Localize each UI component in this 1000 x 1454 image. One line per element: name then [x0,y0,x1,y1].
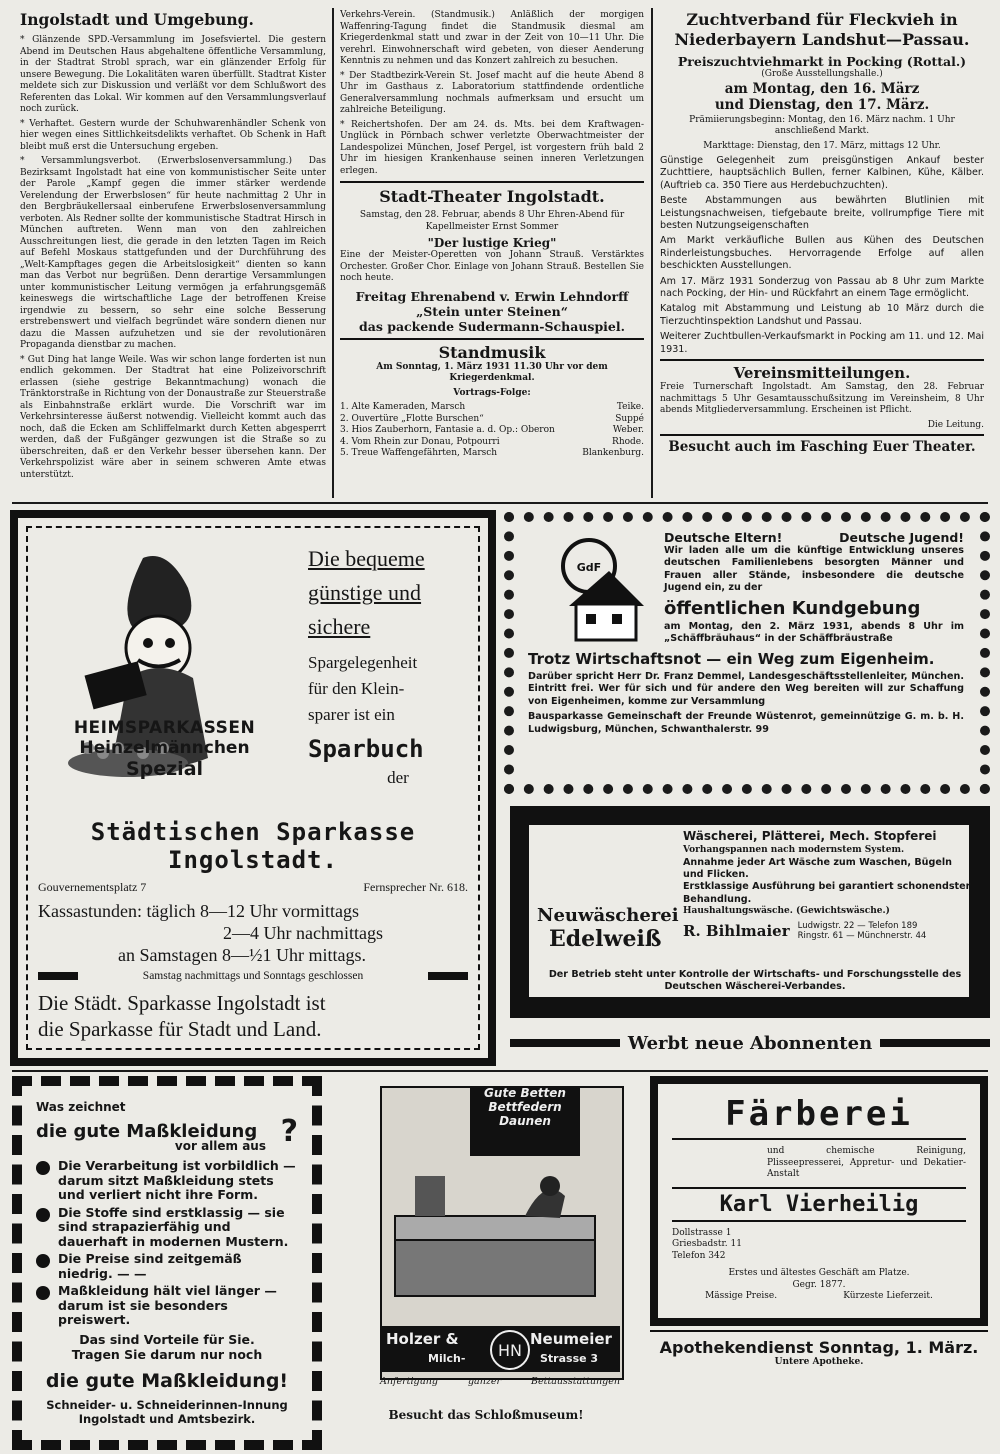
holzer-banner [470,1086,580,1156]
masskleidung-ad [12,1076,322,1450]
bullet-dot-icon [36,1254,50,1268]
apotheke-sub: Untere Apotheke. [774,1357,864,1367]
sparkasse-footer [38,990,468,1042]
program-item [340,425,644,437]
eltern-lower [528,650,964,739]
slogan-line-6: sparer ist ein [308,705,395,724]
logo-text: GdF [576,561,602,574]
mass-bullet-text: Die Preise sind zeitgemäß niedrig. — — [58,1251,242,1281]
friday-play: „Stein unter Steinen“ [416,303,568,319]
theater-text2: Eine der Meister-Operetten von Johann Strauß. Verstärktes Orchester. Großer Chor. Einlage von Johann Strauß. Bestellen Sie noch heute. [340,250,644,283]
program-composer: Rhode. [612,436,644,447]
werbt-banner [510,1028,990,1058]
mass-bullets [36,1159,298,1328]
apotheke-title: Apothekendienst Sonntag, 1. März. [659,1338,979,1357]
program-list [340,402,644,460]
brand-line-2: Heinzelmännchen [79,738,250,758]
market-body-6: Weiterer Zuchtbullen-Verkaufsmarkt in Pocking am 11. und 12. Mai 1931. [660,331,984,355]
program-piece: 3. Hios Zauberhorn, Fantasie a. d. Op.: Oberon [340,425,555,435]
service-2: Vorhangspannen nach modernstem System. [683,845,905,855]
column-rule-1 [332,8,334,498]
kundgebung-title: öffentlichen Kundgebung [664,597,921,619]
brand-line-3: Spezial [125,758,204,780]
market-date-1: am Montag, den 16. März [724,80,920,97]
sparkasse-name-2: Ingolstadt. [168,846,338,874]
eltern-ad [504,512,990,794]
program-piece: 2. Ouvertüre „Flotte Burschen“ [340,413,484,424]
mass-bullet-text: Maßkleidung hält viel länger — darum ist sie besonders preiswert. [58,1283,277,1327]
verein-signature: Die Leitung. [927,419,984,430]
holzer-name-2: Neumeier [530,1330,612,1348]
program-composer: Suppé [615,413,644,424]
program-item [340,437,644,449]
brand-block [32,718,297,780]
right-column [660,10,984,500]
kundgebung-text: Darüber spricht Herr Dr. Franz Demmel, Landesgeschäftsstellenleiter, München. Eintritt frei. Wer für sich und für andere den Weg bereiten will zur Schaffung von Eigenheimen, komme zur Versammlung [528,671,964,707]
section-title: Ingolstadt und Umgebung. [20,10,254,29]
holzer-banner-3: Daunen [499,1114,551,1128]
museum-line: Besucht das Schloßmuseum! [388,1408,584,1422]
market-body-4: Am 17. März 1931 Sonderzug von Passau ab 8 Uhr zum Markte nach Pocking, der Hin- und Rückfahrt an einem Tage ermöglicht. [660,275,984,300]
owner-addr-1: Ludwigstr. 22 — Telefon 189 [797,920,918,931]
closed-line [38,970,468,982]
program-item [340,414,644,426]
holzer-ad [330,1076,642,1450]
program-piece: 5. Treue Waffengefährten, Marsch [340,448,498,458]
market-body-3: Am Markt verkäufliche Bullen aus Kühen des Deutschen Rinderleistungsbuches. Hervorragende Erfolge auf allen beschickten Ausstellungen. [660,235,984,272]
edelweiss-ad [510,806,990,1018]
sparkasse-address: Gouvernementsplatz 7 [38,880,147,894]
column-rule-2 [651,8,653,498]
mass-bullet-text: Die Verarbeitung ist vorbildlich — darum sitzt Maßkleidung stets und verliert nicht ihre Form. [58,1158,296,1202]
mass-line-5: Tragen Sie darum nur noch [71,1346,263,1362]
holzer-banner-2: Bettfedern [488,1100,562,1114]
mass-line-2: die gute Maßkleidung [36,1121,258,1142]
bullet-dot-icon [36,1161,50,1175]
sparbuch-word: Sparbuch [308,735,424,763]
article-verhaftet: * Verhaftet. Gestern wurde der Schuhwarenhändler Schenk von hier wegen eines Sittlichkeitsdelikts verhaftet. Ob Schenk in Haft bleibt muß erst die Untersuchung ergeben. [20,118,326,152]
theater-play: "Der lustige Krieg" [427,236,557,250]
program-composer: Blankenburg. [582,448,644,458]
faerberei-addr-3: Telefon 342 [672,1250,726,1261]
edelweiss-name-1: Neuwäscherei [537,905,679,926]
slogan-line-1: Die bequeme [308,546,425,571]
market-body-1: Günstige Gelegenheit zum preisgünstigen Ankauf bester Zuchttiere, hauptsächlich Bullen, ferner Kalbinen, Kühe, Kälber. (Auftrieb ca. 350 Tiere aus Herdebuchzuchten). [660,155,984,191]
bullet-dot-icon [36,1286,50,1300]
horizontal-rule [12,502,988,504]
article-gut-ding: * Gut Ding hat lange Weile. Was wir schon lange forderten ist nun endlich gekommen. Der Stadtrat hat eine Polizeivorschrift erlassen (siehe gestrige Bekanntmachung) wonach die Tränktorstraße in Richtung von der Donaustraße zur Steuerstraße als Einbahnstraße erklärt wurde. Die Vorschrift war im Verkehrsinteresse äußerst notwendig. Vielleicht kommt auch das noch, daß die Ecken am Schliffelmarkt durch Ketten abgesperrt werden, daß der Fußgänger gezwungen ist die Straße so zu überschreiten, daß er den Verkehr besser übersehen kann. Der Verkehrspolizist wäre aber in seinem schweren Amte etwas unterstützt. [20,354,326,480]
sparkasse-slogan [308,542,488,790]
house-icon [554,536,649,646]
mass-bullet [36,1284,298,1328]
holzer-name-1: Holzer & [386,1330,459,1348]
faerberei-foot-4: Kürzeste Lieferzeit. [843,1291,933,1301]
owner-name: R. Bihlmaier [683,921,790,940]
market-body-5: Katalog mit Abstammung und Leistung ab 10 März durch die Tierzuchtinspektion Landshut und Passau. [660,303,984,327]
service-4: Erstklassige Ausführung bei garantiert schonendster Behandlung. [683,881,971,905]
program-piece: 4. Vom Rhein zur Donau, Potpourri [340,436,500,447]
kundgebung-when: am Montag, den 2. März 1931, abends 8 Uhr im „Schäffbräuhaus“ in der Schäffbräustraße [664,620,964,645]
slogan-line-5: für den Klein- [308,679,405,698]
faerberei-name: Karl Vierheilig [672,1187,966,1222]
mass-signature-2: Ingolstadt und Amtsbezirk. [78,1411,256,1426]
program-item [340,448,644,460]
holzer-foot-1: Anfertigung [380,1376,438,1387]
faerberei-title: Färberei [672,1094,966,1140]
mass-bullet [36,1206,298,1250]
sparkasse-hours [38,900,468,966]
sparkasse-name [38,818,468,874]
program-composer: Weber. [612,425,644,435]
mass-bullet-text: Die Stoffe sind erstklassig — sie sind strapazierfähig und dauerhaft in modernen Mustern. [58,1204,289,1249]
friday-line: Freitag Ehrenabend v. Erwin Lehndorff [355,288,629,304]
article-versammlungsverbot: * Versammlungsverbot. (Erwerbslosenversammlung.) Das Bezirksamt Ingolstadt hat eine von kommunistischer Seite unter der Parole „Kampf gegen die immer stärker werdende Verelendung der Erwerbslosen“ für heute nachmittag 2 Uhr in den Bergbräukellersaal einberufene Erwerbslosenversammlung verboten. Als Redner sollte der kommunistische Stadtrat Hirsch in München auftreten. Wenn man von den zahlreichen Ausschreitungen liest, die gerade in den letzten Tagen im Reich auf Befehl Moskaus stattgefunden und der Durchführung des „Welt-Kampftages gegen die Arbeitslosigkeit“ dienten so kann man das Verbot nur begrüßen. Denn derartige Versammlungen unter kommunistischer Leitung vermögen ja erfahrungsgemäß keineswegs die wirtschaftliche Lage der betroffenen Kreise irgendwie zu bessern, so sehr eine solche Besserung erstrebenswert und vielfach begründet wäre sondern dienen nur dazu die Massen aufzuhetzen und sie der revolutionären Propaganda dienstbar zu machen. [20,156,326,350]
mass-bullet [36,1159,298,1203]
zuchtverband-title-2: Niederbayern Landshut—Passau. [674,30,970,49]
program-composer: Teike. [616,402,644,412]
market-date-2: und Dienstag, den 17. März. [714,96,930,113]
faerberei-addr-2: Griesbadstr. 11 [672,1239,742,1249]
holzer-name-bar [380,1326,620,1372]
mass-line-3: vor allem aus [174,1139,266,1153]
faerberei-foot-2: Gegr. 1877. [792,1279,846,1290]
mass-line-1: Was zeichnet [36,1100,126,1114]
sparkasse-name-1: Städtischen Sparkasse [90,818,416,846]
kundgebung-org: Bausparkasse Gemeinschaft der Freunde Wüstenrot, gemeinnützige G. m. b. H. Ludwigsburg, München, Schwanthalerstr. 99 [528,711,964,735]
eltern-head-2: Deutsche Jugend! [839,530,964,545]
program-item [340,402,644,414]
werbt-text: Werbt neue Abonnenten [627,1032,873,1054]
verein-text: Freie Turnerschaft Ingolstadt. Am Samstag, den 28. Februar nachmittags 5 Uhr Gesamtausschußsitzung im Vereinsheim, 8 Uhr abends Mitgliederversammlung. Erscheinen ist Pflicht. [660,382,984,416]
edelweiss-services [683,829,971,941]
bullet-dot-icon [36,1208,50,1222]
service-1: Wäscherei, Plätterei, Mech. Stopferei [683,829,937,843]
holzer-banner-1: Gute Betten [484,1086,566,1100]
theater-title: Stadt-Theater Ingolstadt. [379,187,605,206]
zuchtverband-title-1: Zuchtverband für Fleckvieh in [686,10,958,29]
sparkasse-ad [10,510,496,1066]
slogan-line-3: sichere [308,614,371,639]
kundgebung-motto: Trotz Wirtschaftsnot — ein Weg zum Eigenheim. [528,650,935,668]
markttage: Markttage: Dienstag, den 17. März, mittags 12 Uhr. [703,140,941,151]
standmusik-date: Am Sonntag, 1. März 1931 11.30 Uhr vor dem Kriegerdenkmal. [376,361,608,383]
footer-line-2: die Sparkasse für Stadt und Land. [38,1017,322,1041]
eltern-head-1: Deutsche Eltern! [664,530,783,545]
faerberei-foot-row [672,1291,966,1303]
fasching-line: Besucht auch im Fasching Euer Theater. [668,439,976,456]
hours-line-2: 2—4 Uhr nachmittags [223,923,383,943]
middle-column [340,10,644,500]
friday-sub: das packende Sudermann-Schauspiel. [358,318,625,334]
faerberei-sub: und chemische Reinigung, Plisseepresserei, Appretur- und Dekatier-Anstalt [767,1146,966,1179]
standmusik-order: Vortrags-Folge: [453,387,531,398]
faerberei-ad [650,1076,988,1326]
apotheke-notice [650,1330,988,1380]
der-word: der [387,768,409,787]
faerberei-foot-3: Mässige Preise. [705,1291,778,1301]
edelweiss-name [537,905,685,952]
article-verkehrsverein: Verkehrs-Verein. (Standmusik.) Anläßlich der morgigen Waffenring-Tagung findet die Standmusik diesmal am Kriegerdenkmal statt und zwar in der Zeit von 10—11 Uhr. Die verehrl. Einwohnerschaft wird gebeten, von dieser Aenderung Kenntnis zu nehmen und das Konzert zahlreich zu besuchen. [340,10,644,66]
holzer-footer [380,1376,620,1387]
owner-addr-2: Ringstr. 61 — Münchnerstr. 44 [797,930,927,941]
horizontal-rule-2 [12,1070,988,1072]
mass-line-4: Das sind Vorteile für Sie. [79,1331,255,1347]
standmusik-title: Standmusik [438,342,546,362]
edelweiss-footer-text: Der Betrieb steht unter Kontrolle der Wirtschafts- und Forschungsstelle des Deutschen Wäscherei-Verbandes. [548,969,962,993]
mass-bullet [36,1252,298,1281]
hours-line-3: an Samstagen 8—½1 Uhr mittags. [118,945,366,965]
holzer-foot-2: ganzer [467,1376,501,1387]
eltern-text [664,530,964,648]
verein-title: Vereinsmitteilungen. [733,364,911,383]
mass-line-6: die gute Maßkleidung! [45,1369,289,1392]
edelweiss-footer [537,969,973,994]
local-news-column [20,10,326,500]
faerberei-foot-1: Erstes und ältestes Geschäft am Platze. [728,1268,910,1278]
footer-line-1: Die Städt. Sparkasse Ingolstadt ist [38,991,326,1015]
market-body-2: Beste Abstammungen aus bewährten Blutlinien mit Leistungsnachweisen, tiefgebaute breite, vollrumpfige Tiere mit besten Nutzungseigenschaften [660,195,984,232]
sparkasse-contact [38,880,468,895]
article-spd: * Glänzende SPD.-Versammlung im Josefsviertel. Die gestern Abend im Deutschen Haus abgehaltene öffentliche Versammlung, in der Stadtrat Strobl sprach, war ein glänzender Erfolg für unsere Bewegung. Die Lokalitäten waren überfüllt. Stadtrat Kister meldete sich zur Diskussion und verläßt vor dem Schlußwort des Referenten das Lokal. Wir kommen auf den Versammlungsverlauf noch zurück. [20,35,326,114]
article-stadtbezirk: * Der Stadtbezirk-Verein St. Josef macht auf die heute Abend 8 Uhr im Gasthaus z. Laboratorium stattfindende ordentliche Generalversammlung nochmals aufmerksam und ersucht um zahlreiche Beteiligung. [340,70,644,115]
holzer-monogram: HN [490,1330,530,1370]
question-mark: ? [280,1114,298,1149]
market-hall: (Große Ausstellungshalle.) [761,69,883,79]
theater-text: Samstag, den 28. Februar, abends 8 Uhr Ehren-Abend für Kapellmeister Ernst Sommer [359,210,625,232]
service-3: Annahme jeder Art Wäsche zum Waschen, Bügeln und Flicken. [683,856,952,880]
mass-signature-1: Schneider- u. Schneiderinnen-Innung [46,1397,288,1412]
sparkasse-phone: Fernsprecher Nr. 618. [363,880,468,894]
faerberei-addr-1: Dollstrasse 1 [672,1227,732,1238]
praemiierung: Prämiierungsbeginn: Montag, den 16. März nachm. 1 Uhr anschließend Markt. [689,114,955,136]
faerberei-address [672,1228,966,1263]
market-title: Preiszuchtviehmarkt in Pocking (Rottal.) [677,54,967,69]
hours-line-1: Kassastunden: täglich 8—12 Uhr vormittags [38,901,359,921]
service-5: Haushaltungswäsche. (Gewichtswäsche.) [683,906,890,917]
bed-illustration [385,1156,615,1326]
holzer-milch: Milch- [428,1352,466,1365]
holzer-foot-3: Bettausstattungen [531,1376,620,1387]
slogan-line-4: Spargelegenheit [308,653,418,672]
closed-text: Samstag nachmittags und Sonntags geschlossen [142,970,364,982]
brand-line-1: HEIMSPARKASSEN [73,718,256,738]
article-reichertshofen: * Reichertshofen. Der am 24. ds. Mts. bei dem Kraftwagen-Unglück in Pörnbach schwer verletzte Oberwachtmeister der Landespolizei München, Josef Pergel, ist vorgestern früh bald 2 Uhr im hiesigen Krankenhause seinen inneren Verletzungen erlegen. [340,119,644,176]
edelweiss-name-2: Edelweiß [549,926,662,952]
program-piece: 1. Alte Kameraden, Marsch [340,402,466,412]
eltern-body: Wir laden alle um die künftige Entwicklung unseres deutschen Familienlebens besorgten Männer und Frauen aller Stände, insbesondere die deutsche Jugend ein, zu der [664,545,964,594]
holzer-str: Strasse 3 [540,1352,599,1365]
slogan-line-2: günstige und [308,580,422,605]
